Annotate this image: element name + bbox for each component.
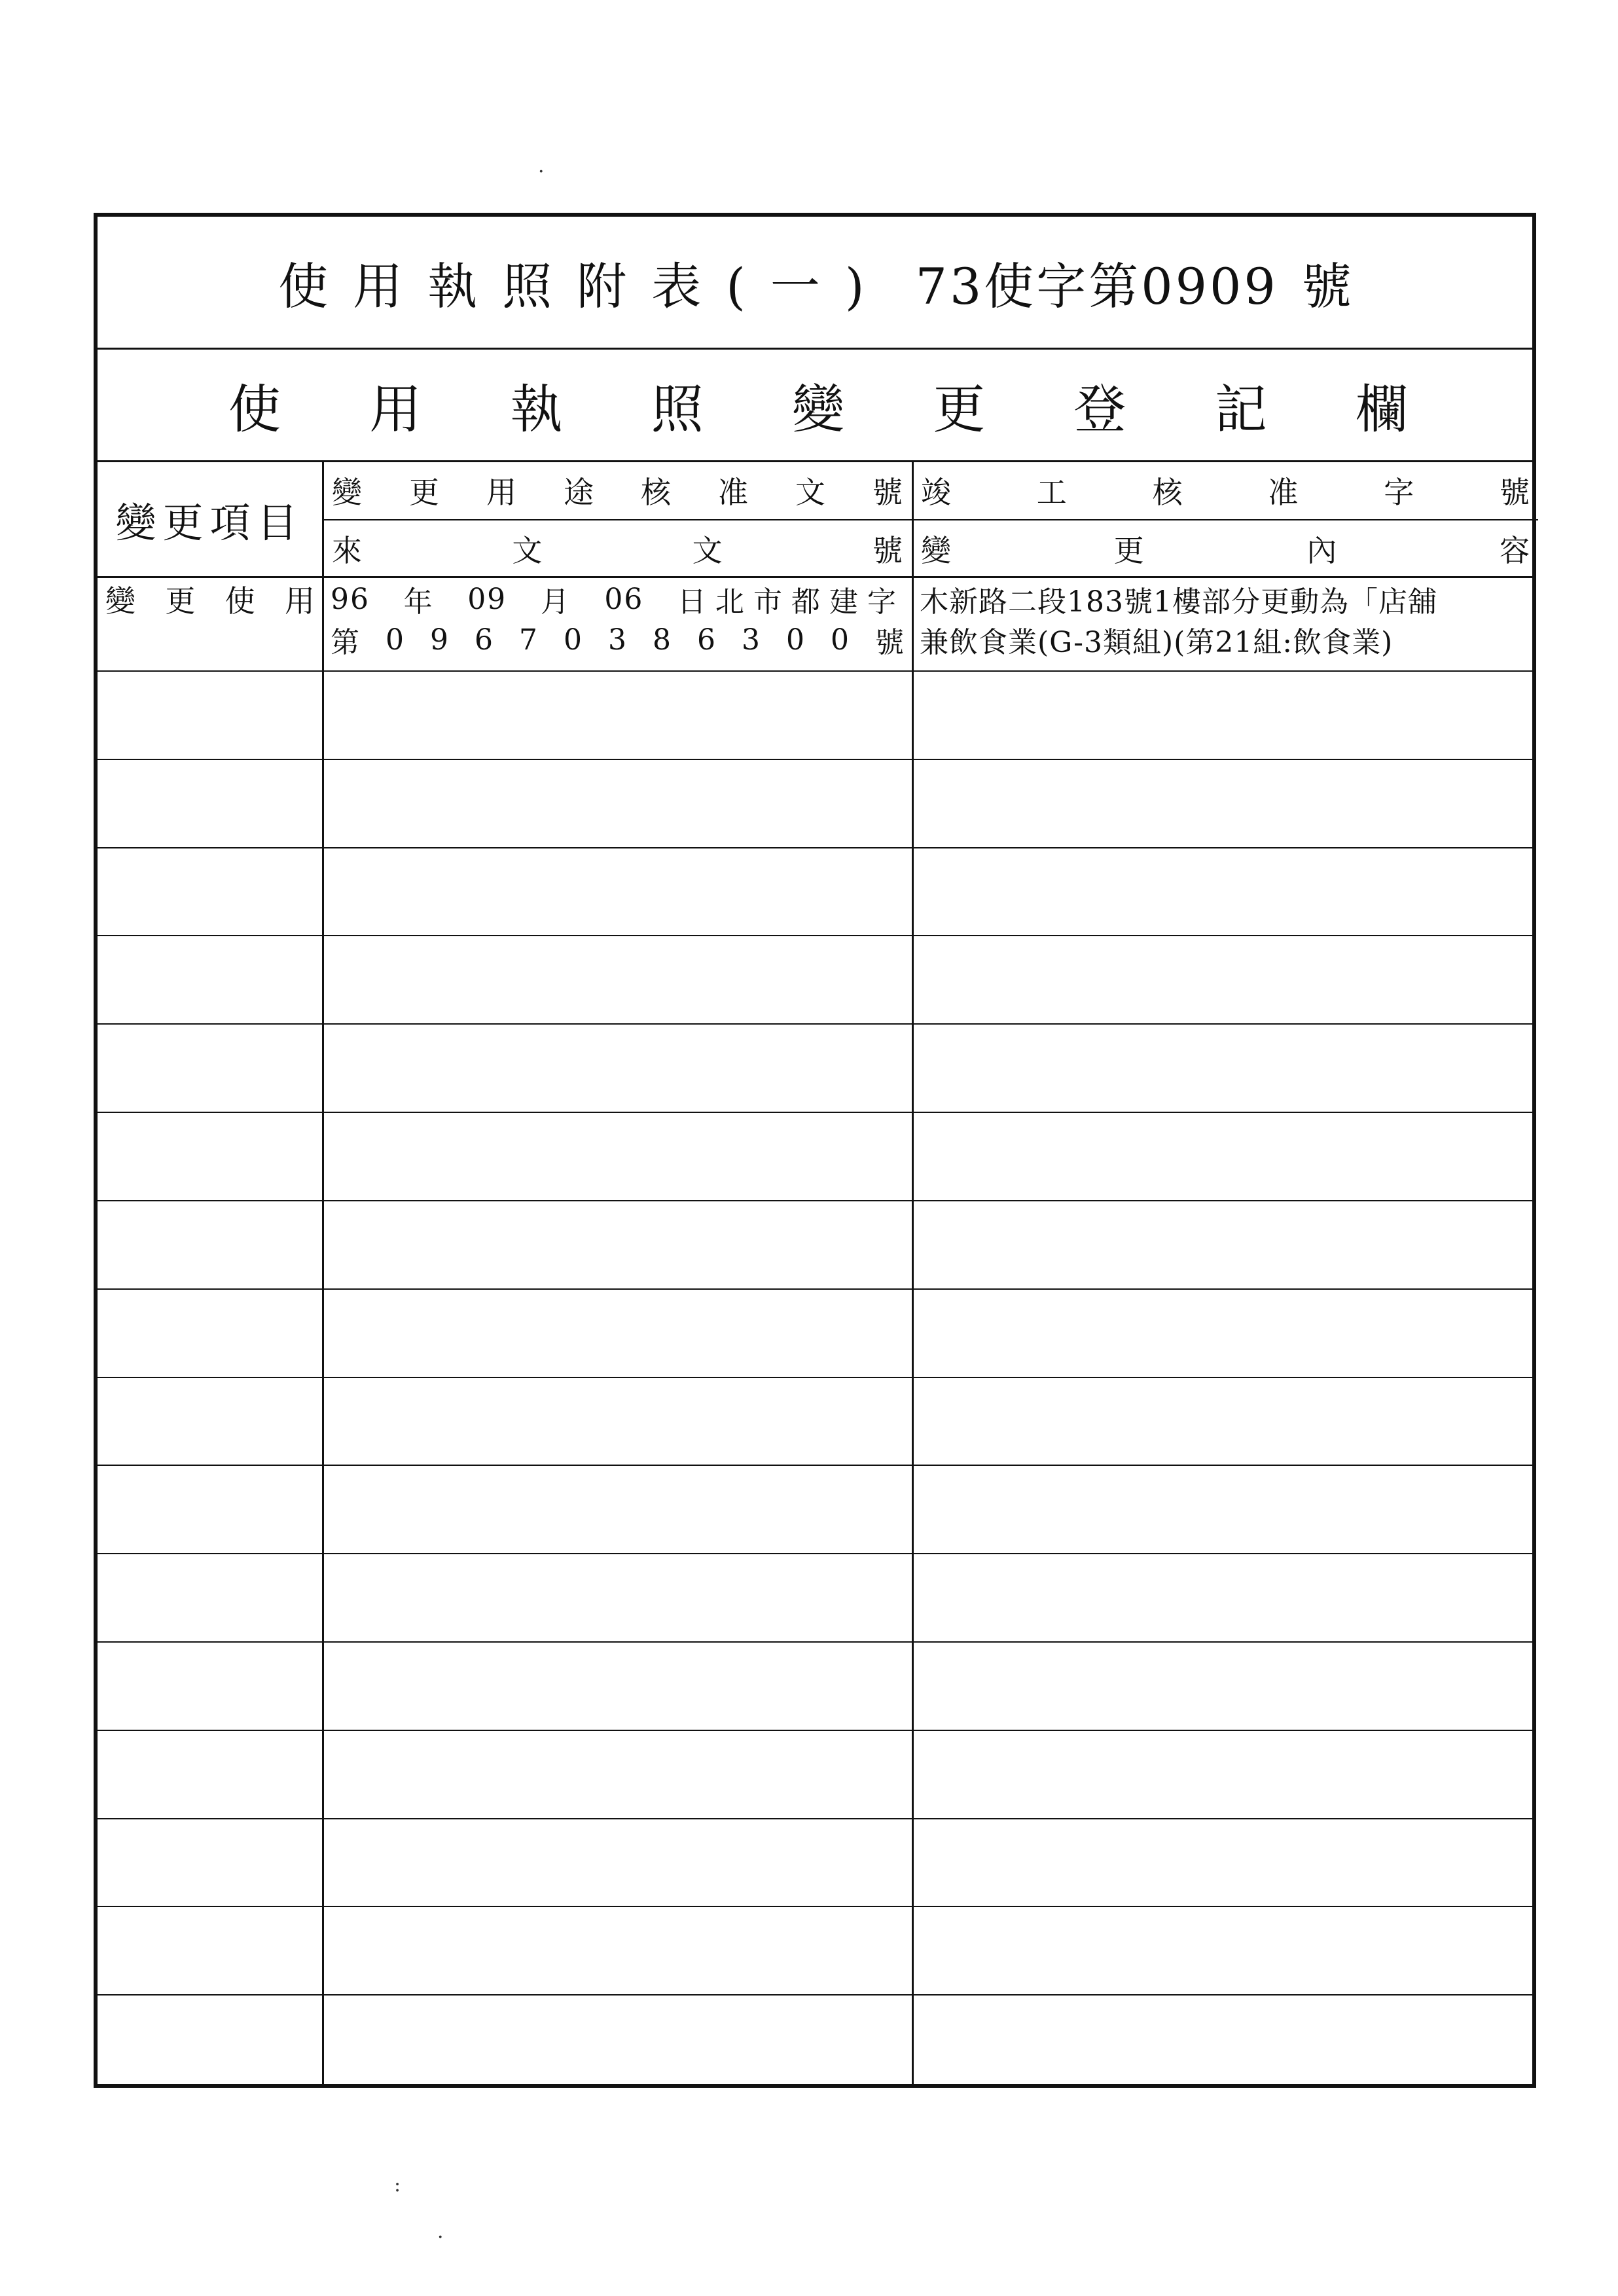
table-row (98, 578, 1532, 672)
table-row (98, 1731, 1532, 1819)
section-title (98, 350, 1532, 462)
entry-char: 更 (165, 583, 196, 619)
license-form (94, 213, 1536, 2088)
entry-char: 用 (284, 583, 315, 619)
section-title-char: 欄 (1356, 379, 1408, 440)
header-change-content (921, 520, 1530, 577)
entry-doc-line-1 (331, 578, 905, 620)
table-row (98, 1995, 1532, 2084)
entry-token: 9 (430, 623, 450, 657)
header-char: 號 (872, 475, 903, 510)
entry-token: 0 (564, 623, 583, 657)
entry-token: 年 (403, 585, 434, 619)
table-row (98, 760, 1532, 848)
header-char: 文 (512, 533, 543, 568)
header-incoming-doc-no (332, 520, 903, 577)
entry-token: 第 (331, 626, 361, 659)
table-row (98, 848, 1532, 937)
header-char: 號 (1499, 475, 1530, 510)
header-char: 更 (1113, 533, 1144, 568)
entry-token: 3 (742, 623, 761, 657)
entry-doc-line-2 (331, 619, 905, 661)
table-row (98, 1907, 1532, 1995)
header-char: 核 (1152, 475, 1183, 510)
header-char: 准 (718, 475, 748, 510)
table-row (98, 1290, 1532, 1378)
entry-token: 月 (540, 585, 571, 619)
header-char: 容 (1499, 533, 1530, 568)
entry-content-line-1: 木新路二段183號1樓部分更動為「店舖 (920, 585, 1437, 619)
header-char: 來 (332, 533, 362, 568)
header-char: 更 (409, 475, 439, 510)
entry-char: 使 (225, 583, 255, 619)
entry-token: 0 (786, 623, 806, 657)
section-title-char: 更 (933, 379, 986, 440)
entry-char: 變 (105, 583, 135, 619)
section-title-char: 照 (651, 379, 704, 440)
entry-token: 06 (604, 582, 644, 616)
header-row (98, 462, 1532, 578)
table-row (98, 1025, 1532, 1113)
header-char: 內 (1306, 533, 1337, 568)
entry-item (105, 578, 315, 620)
form-title-number: 73使字第0909 (915, 257, 1278, 316)
scan-speck: · (437, 2226, 444, 2249)
header-approval-doc-no (332, 462, 903, 519)
entry-token: 日北市都建字 (677, 585, 905, 619)
section-title-char: 用 (369, 379, 422, 440)
entry-token: 6 (697, 623, 717, 657)
header-char: 號 (872, 533, 903, 568)
table-row (98, 1643, 1532, 1731)
table-row (98, 1466, 1532, 1554)
entry-token: 09 (467, 582, 507, 616)
header-char: 准 (1268, 475, 1299, 510)
entry-token: 號 (875, 626, 905, 659)
table-row (98, 1554, 1532, 1643)
section-title-char: 執 (510, 379, 563, 440)
header-completion-no (921, 462, 1530, 519)
form-title-suffix: 號 (1301, 257, 1352, 316)
scan-speck: : (394, 2174, 401, 2196)
table-row (98, 672, 1532, 760)
header-char: 變 (332, 475, 362, 510)
form-title-main: 使用執照附表(一) (278, 257, 890, 316)
entry-token: 96 (331, 582, 370, 616)
scan-speck: · (538, 160, 545, 183)
form-title (98, 217, 1532, 350)
header-char: 途 (564, 475, 594, 510)
entry-token: 0 (386, 623, 405, 657)
header-char: 變 (921, 533, 951, 568)
header-char: 核 (641, 475, 671, 510)
entry-token: 7 (519, 623, 539, 657)
header-char: 工 (1036, 475, 1067, 510)
entry-token: 0 (831, 623, 850, 657)
table-row (98, 1819, 1532, 1908)
section-title-char: 變 (792, 379, 844, 440)
header-char: 文 (692, 533, 723, 568)
table-row (98, 1378, 1532, 1467)
header-char: 文 (795, 475, 825, 510)
entry-token: 3 (608, 623, 628, 657)
entry-content-line-2: 兼飲食業(G-3類組)(第21組:飲食業) (920, 626, 1393, 659)
table-row (98, 936, 1532, 1025)
header-char: 用 (486, 475, 516, 510)
section-title-char: 記 (1214, 379, 1267, 440)
table-row (98, 1201, 1532, 1290)
section-title-char: 使 (228, 379, 281, 440)
entry-token: 8 (653, 623, 672, 657)
header-char: 字 (1384, 475, 1414, 510)
entry-token: 6 (475, 623, 494, 657)
section-title-char: 登 (1073, 379, 1126, 440)
header-char: 竣 (921, 475, 951, 510)
header-item-label: 變更項目 (115, 498, 304, 547)
table-row (98, 1113, 1532, 1201)
